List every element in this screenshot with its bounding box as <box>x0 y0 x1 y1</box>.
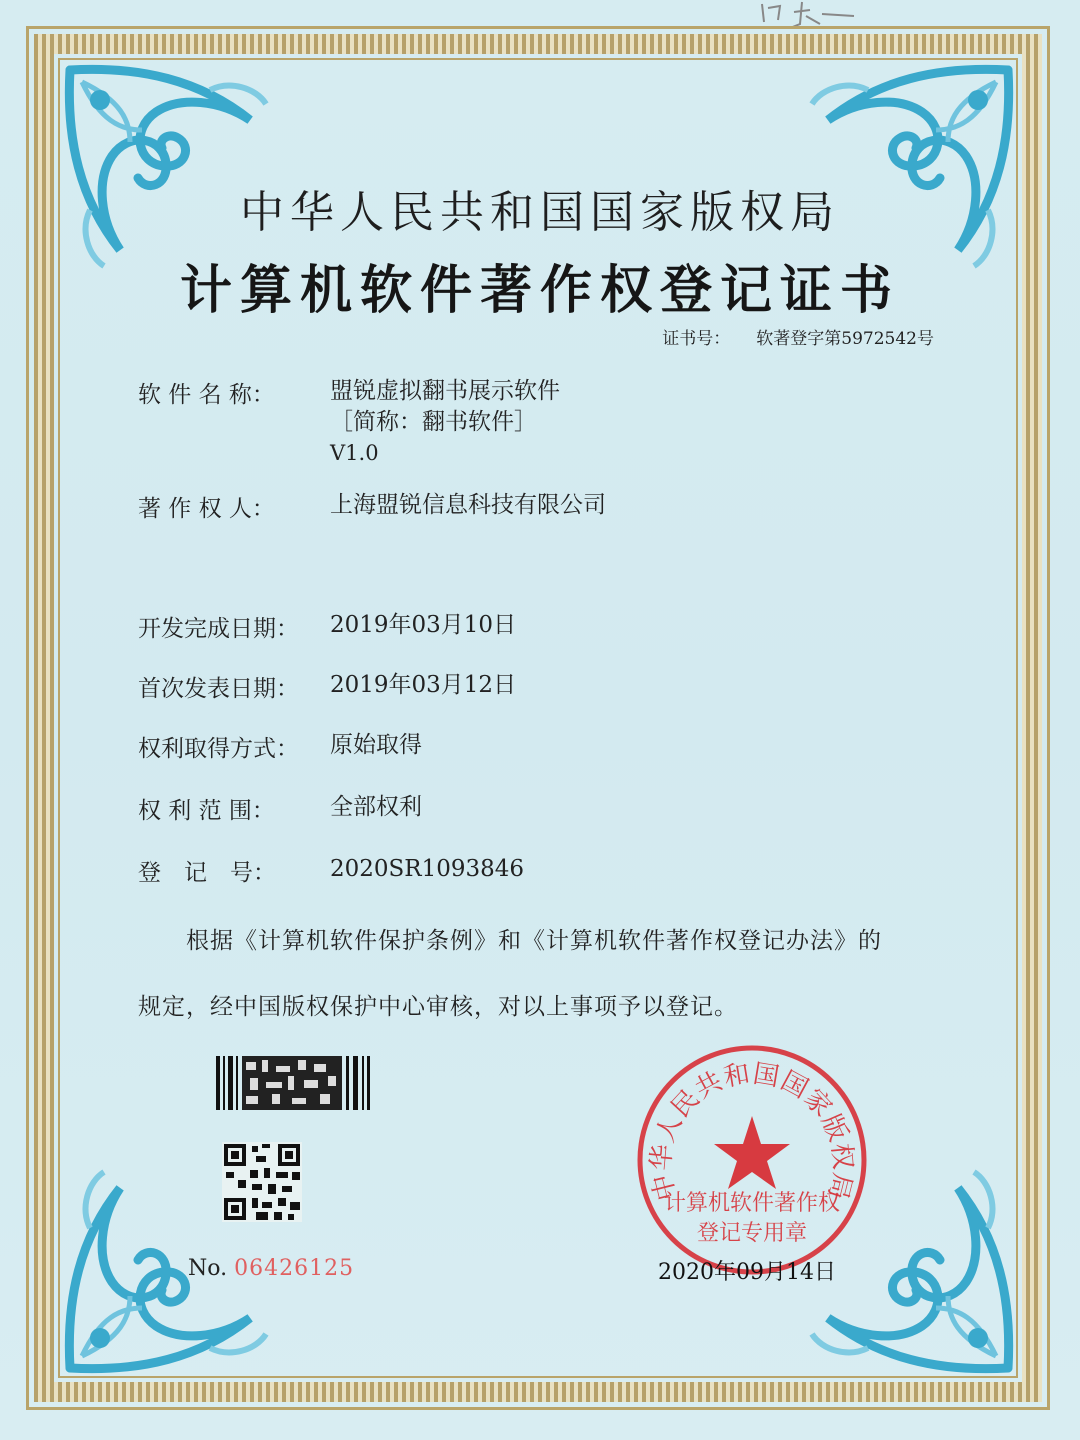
field-acquire-method <box>138 730 422 763</box>
field-value: 2019年03月12日 <box>330 672 517 698</box>
seal-ring-text: 中华人民共和国国家版权局 <box>646 1058 858 1204</box>
field-value <box>330 376 560 469</box>
statement-line-2: 规定，经中国版权保护中心审核，对以上事项予以登记。 <box>138 994 738 1020</box>
field-software-name <box>138 376 560 469</box>
issue-date: 2020年09月14日 <box>658 1260 836 1285</box>
field-label: 软 件 名 称： <box>138 382 275 408</box>
statement-line-1: 根据《计算机软件保护条例》和《计算机软件著作权登记办法》的 <box>186 928 882 954</box>
field-value: 全部权利 <box>330 794 422 820</box>
field-label: 权利取得方式： <box>138 736 299 762</box>
serial-number-value: 06426125 <box>234 1256 355 1281</box>
software-version-line: V1.0 <box>330 441 379 465</box>
corner-ornament-top-right <box>798 60 1018 280</box>
field-rights-scope <box>138 792 422 825</box>
field-value: 2020SR1093846 <box>330 856 525 882</box>
field-dev-complete-date <box>138 610 516 643</box>
certificate-number-value: 软著登字第5972542号 <box>756 329 934 349</box>
seal-text-line-2: 登记专用章 <box>696 1221 807 1246</box>
field-first-publish-date <box>138 670 516 703</box>
field-value: 原始取得 <box>330 732 422 758</box>
barcode-icon <box>216 1056 370 1110</box>
field-label: 登 记 号： <box>138 860 276 886</box>
star-icon <box>714 1116 790 1189</box>
serial-number <box>188 1256 354 1281</box>
serial-prefix: No. <box>188 1256 228 1281</box>
certificate-number <box>662 324 934 349</box>
field-value: 上海盟锐信息科技有限公司 <box>330 492 606 518</box>
seal-text-line-1: 计算机软件著作权 <box>663 1191 840 1216</box>
field-value: 2019年03月10日 <box>330 612 517 638</box>
field-label: 权 利 范 围： <box>138 798 275 824</box>
field-label: 开发完成日期： <box>138 616 299 642</box>
software-short-name-line: ［简称：翻书软件］ <box>330 409 537 435</box>
certificate-title: 计算机软件著作权登记证书 <box>179 260 900 321</box>
field-label: 首次发表日期： <box>138 676 299 702</box>
field-registration-number <box>138 854 524 887</box>
software-name-line: 盟锐虚拟翻书展示软件 <box>330 378 560 404</box>
issuing-authority: 中华人民共和国国家版权局 <box>240 187 840 238</box>
qr-code-icon <box>222 1142 302 1222</box>
corner-ornament-top-left <box>60 60 280 280</box>
field-label: 著 作 权 人： <box>138 496 275 522</box>
field-copyright-owner <box>138 490 606 523</box>
certificate-number-label: 证书号： <box>662 329 731 349</box>
